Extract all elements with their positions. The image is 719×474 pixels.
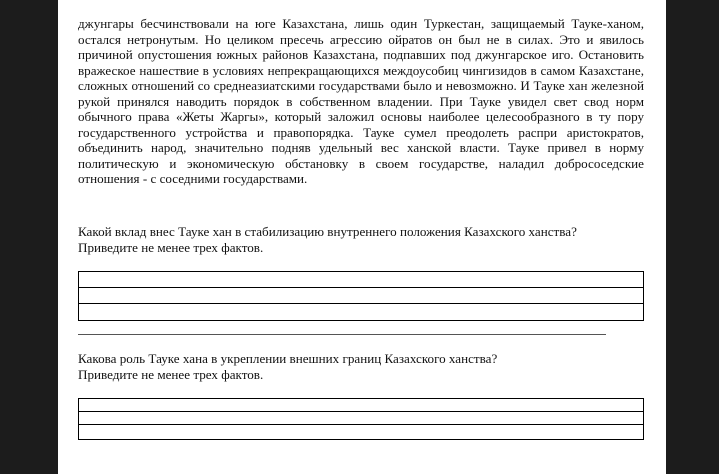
answer-box-1[interactable]	[78, 271, 644, 321]
question-2-text: Какова роль Тауке хана в укреплении внешних границ Казахского ханства?	[78, 351, 498, 366]
question-1	[78, 224, 644, 255]
answer-line	[79, 411, 643, 412]
document-page	[58, 0, 666, 474]
answer-line	[79, 287, 643, 288]
text-paragraph: джунгары бесчинствовали на юге Казахстана, лишь один Туркестан, защищаемый Тауке-ханом, остался нетронутым. Но целиком пресечь агрессию ойратов он был не в силах. Это и явилось причиной опустошения южных районов Казахстана, подпавших под джунгарское иго. Остановить вражеское нашествие в условиях непрекращающихся междоусобиц чингизидов в самом Казахстане, сложных отношений со среднеазиатскими государствами было и невозможно. И Тауке хан железной рукой принялся наводить порядок в собственном владении. При Тауке увидел свет свод норм обычного права «Жеты Жаргы», который заложил основы наиболее целесообразного в ту пору государственного устройства и правопорядка. Тауке сумел преодолеть распри аристократов, объединить народ, значительно подняв удельный вес ханской власти. Тауке привел в норму политическую и экономическую обстановку в своем государстве, наладил добрососедские отношения - с соседними государствами.	[78, 16, 644, 186]
answer-line	[79, 303, 643, 304]
question-2	[78, 351, 644, 382]
answer-line	[79, 424, 643, 425]
answer-box-2[interactable]	[78, 398, 644, 440]
question-1-text: Какой вклад внес Тауке хан в стабилизацию внутреннего положения Казахского ханства?	[78, 224, 577, 239]
separator-line	[78, 334, 606, 335]
question-2-instruction: Приведите не менее трех фактов.	[78, 366, 264, 382]
question-1-instruction: Приведите не менее трех фактов.	[78, 239, 264, 255]
